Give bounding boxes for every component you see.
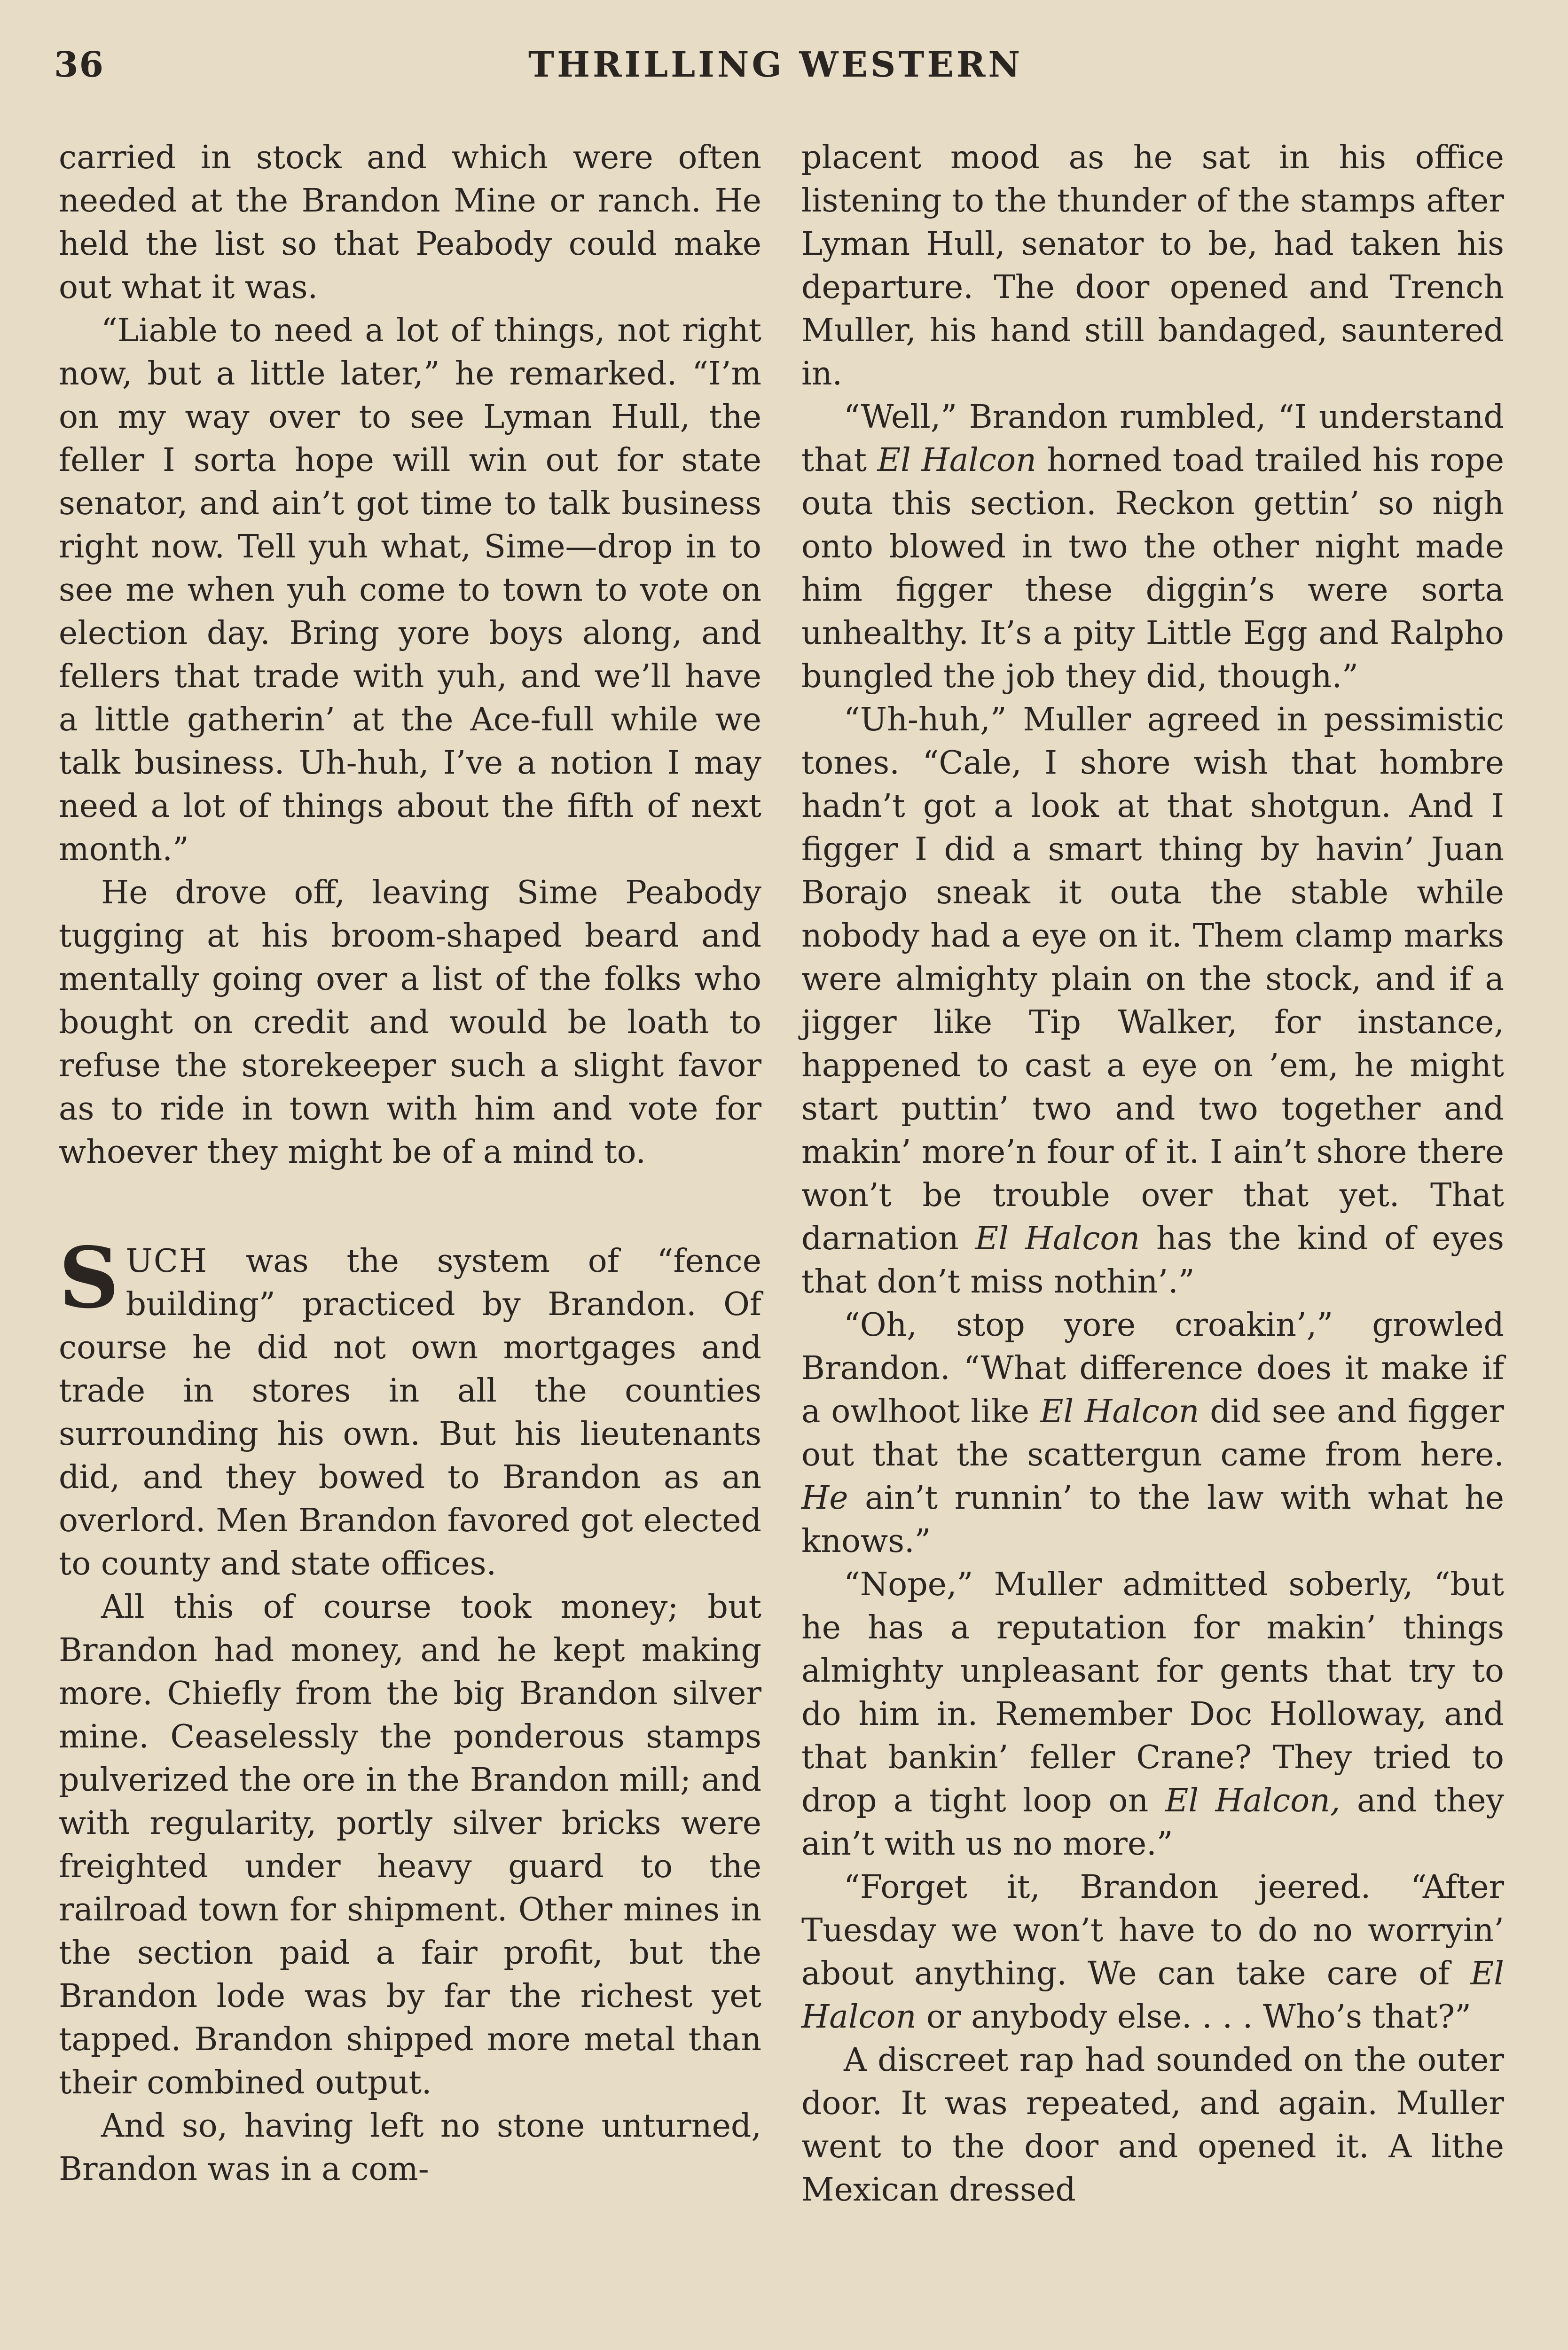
paragraph-text: or anybody else. . . . Who’s that?” (916, 1998, 1471, 2036)
paragraph (801, 1563, 1504, 1866)
paragraph (801, 698, 1504, 1304)
paragraph (801, 396, 1504, 698)
paragraph: He drove off, leaving Sime Peabody tugging at his broom-shaped beard and mentally going over a list of the folks who bought on credit and would be loath to refuse the storekeeper such a slight favor as to ride in town with him and vote for whoever they might be of a mind to. (59, 874, 761, 1171)
small-caps-lead: UCH (125, 1243, 208, 1280)
italic-name: El Halcon (877, 442, 1036, 479)
paragraph-text: “Oh, stop yore croakin’,” growled Brandon. “What difference does it make if a owlhoot like (801, 1307, 1504, 1430)
paragraph: placent mood as he sat in his office listening to the thunder of the stamps after Lyman Hull, senator to be, had taken his departure. The door opened and Trench Muller, his hand still bandaged, sauntered in. (801, 139, 1504, 392)
italic-name: El Halcon (801, 1955, 1504, 2036)
italic-emphasis: He (801, 1480, 848, 1517)
paragraph-text: “Forget it, Brandon jeered. “After Tuesday we won’t have to do no worryin’ about anything. We can take care of (801, 1869, 1504, 1992)
paragraph: And so, having left no stone unturned, Brandon was in a com- (59, 2107, 761, 2188)
paragraph-text: “Well,” Brandon rumbled, “I understand that (801, 399, 1504, 479)
paragraph: carried in stock and which were often needed at the Brandon Mine or ranch. He held the list so that Peabody could make out what it was. (59, 139, 761, 306)
paragraph-text: “Nope,” Muller admitted soberly, “but he has a reputation for makin’ things almighty unpleasant for gents that try to do him in. Remember Doc Holloway, and that bankin’ feller Crane? They tried to drop a tight loop on (801, 1566, 1504, 1819)
paragraph-text: horned toad trailed his rope outa this section. Reckon gettin’ so nigh onto blowed in two the other night made him figger these diggin’s were sorta unhealthy. It’s a pity Little Egg and Ralpho bungled the job they did, though.” (801, 442, 1504, 695)
italic-name: El Halcon (1040, 1393, 1200, 1430)
page-number: 36 (54, 45, 104, 85)
paragraph-text: did see and figger out that the scattergun came from here. (801, 1393, 1504, 1473)
paragraph: “Liable to need a lot of things, not right now, but a little later,” he remarked. “I’m on my way over to see Lyman Hull, the feller I sorta hope will win out for state senator, and ain’t got time to talk business right now. Tell yuh what, Sime—drop in to see me when yuh come to town to vote on election day. Bring yore boys along, and fellers that trade with yuh, and we’ll have a little gatherin’ at the Ace-full while we talk business. Uh-huh, I’ve a notion I may need a lot of things about the fifth of next month.” (59, 312, 761, 868)
italic-name: El Halcon (975, 1220, 1140, 1257)
paragraph-text: was the system of “fence building” practiced by Brandon. Of course he did not own mortgages and trade in stores in all the counties surrounding his own. But his lieutenants did, and they bowed to Brandon as an overlord. Men Brandon favored got elected to county and state offices. (59, 1243, 761, 1582)
left-column (59, 136, 761, 2191)
running-head: THRILLING WESTERN (528, 45, 1023, 85)
paragraph-text: ain’t runnin’ to the law with what he knows.” (801, 1480, 1504, 1560)
drop-cap: S (59, 1229, 119, 1327)
paragraph: A discreet rap had sounded on the outer door. It was repeated, and again. Muller went to the door and opened it. A lithe Mexican dressed (801, 2042, 1504, 2209)
page-header (54, 45, 1497, 101)
paragraph (801, 1304, 1504, 1563)
paragraph-text: and they ain’t with us no more.” (801, 1782, 1504, 1863)
paragraph-text: has the kind of eyes that don’t miss nothin’.” (801, 1220, 1504, 1300)
paragraph: All this of course took money; but Brandon had money, and he kept making more. Chiefly from the big Brandon silver mine. Ceaselessly the ponderous stamps pulverized the ore in the Brandon mill; and with regularity, portly silver bricks were freighted under heavy guard to the railroad town for shipment. Other mines in the section paid a fair profit, but the Brandon lode was by far the richest yet tapped. Brandon shipped more metal than their combined output. (59, 1589, 761, 2101)
paragraph-text: “Uh-huh,” Muller agreed in pessimistic tones. “Cale, I shore wish that hombre hadn’t got a look at that shotgun. And I figger I did a smart thing by havin’ Juan Borajo sneak it outa the stable while nobody had a eye on it. Them clamp marks were almighty plain on the stock, and if a jigger like Tip Walker, for instance, happened to cast a eye on ’em, he might start puttin’ two and two together and makin’ more’n four of it. I ain’t shore there won’t be trouble over that yet. That darnation (801, 701, 1504, 1257)
right-column (801, 136, 1504, 2212)
paragraph (801, 1866, 1504, 2039)
italic-name: El Halcon, (1165, 1782, 1341, 1819)
section-start-paragraph (59, 1229, 761, 1586)
